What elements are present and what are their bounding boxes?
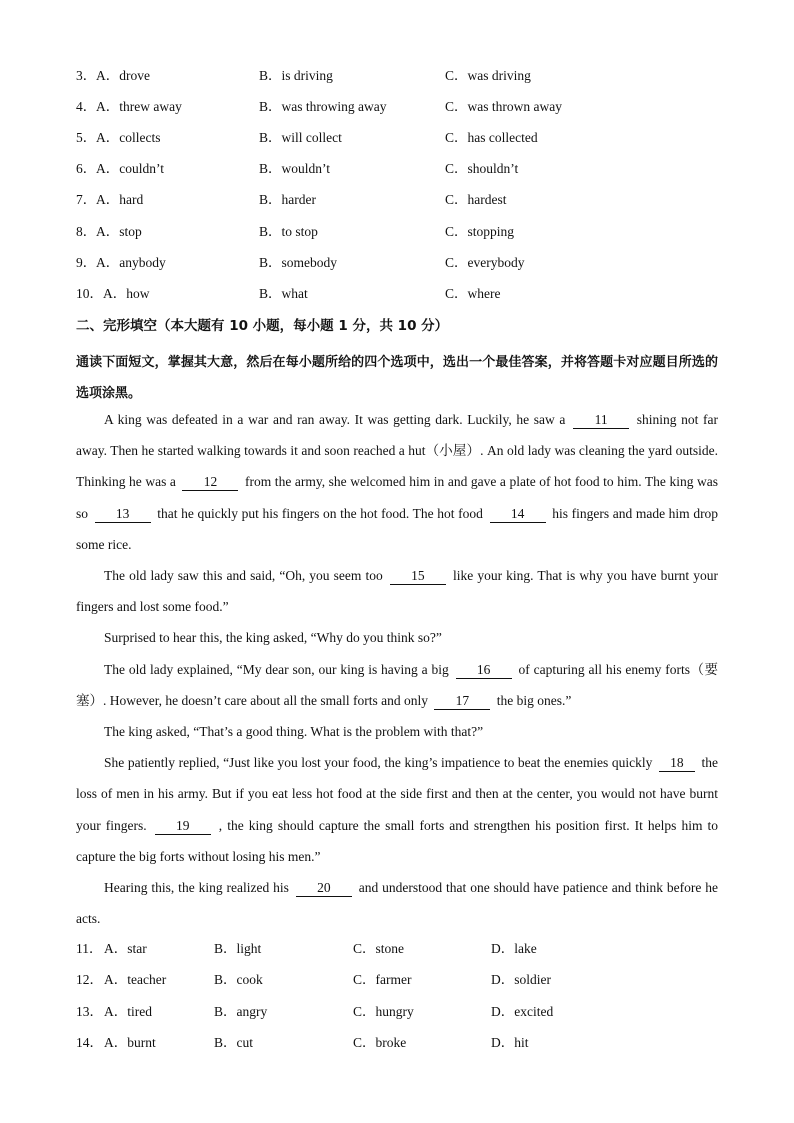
option-c: C．everybody [445,255,525,270]
option-a: A．drove [96,68,150,83]
option-c: C．hardest [445,192,507,207]
passage-text: from the army, she welcomed him in and gave a plate of hot food to him. The king was so [76,474,719,521]
option-a: A．how [103,286,150,301]
passage-paragraph [76,560,718,622]
option-c: C．was thrown away [445,99,562,114]
option-d: D．hit [491,1035,529,1050]
blank-17: 17 [434,693,490,710]
passage-text: his fingers and made him drop some rice. [76,505,719,552]
option-b: B．cook [214,972,263,987]
option-d: D．excited [491,1004,554,1019]
option-c: C．has collected [445,130,538,145]
blank-19: 19 [155,818,211,835]
section-title: 二、完形填空（本大题有 10 小题，每小题 1 分，共 10 分） [76,318,449,334]
option-b: B．somebody [259,255,338,270]
passage-paragraph: Surprised to hear this, the king asked, “Why do you think so?” [104,630,442,646]
question-number: 12． [76,972,103,987]
passage-text: She patiently replied, “Just like you lost your food, the king’s impatience to beat the enemies quickly [104,755,653,771]
option-a: A．anybody [96,255,166,270]
option-c: C．hungry [353,1004,414,1019]
question-number: 11． [76,941,103,956]
blank-11: 11 [573,412,629,429]
option-c: C．where [445,286,501,301]
question-number: 8． [76,224,97,239]
passage-text: The old lady explained, “My dear son, our king is having a big [104,661,449,677]
blank-15: 15 [390,568,446,585]
option-d: D．lake [491,941,537,956]
option-b: B．will collect [259,130,342,145]
option-b: B．light [214,941,262,956]
option-a: A．couldn’t [96,161,164,176]
option-c: C．stone [353,941,405,956]
section-instructions: 通读下面短文，掌握其大意，然后在每小题所给的四个选项中，选出一个最佳答案，并将答题卡对应题目所选的选项涂黑。 [76,355,718,401]
option-a: A．collects [96,130,161,145]
question-number: 10． [76,286,103,301]
blank-16: 16 [456,662,512,679]
option-a: A．star [104,941,147,956]
option-b: B．to stop [259,224,318,239]
option-a: A．stop [96,224,142,239]
question-number: 5． [76,130,97,145]
question-number: 13． [76,1004,103,1019]
cloze-passage [76,404,718,934]
passage-text: that he quickly put his fingers on the hot food. The hot food [157,505,483,521]
question-number: 14． [76,1035,103,1050]
question-number: 3． [76,68,97,83]
passage-text: Hearing this, the king realized his [104,880,289,896]
blank-18: 18 [659,755,695,772]
option-c: C．stopping [445,224,515,239]
option-b: B．what [259,286,308,301]
option-a: A．burnt [104,1035,156,1050]
blank-14: 14 [490,506,546,523]
question-number: 9． [76,255,97,270]
option-b: B．angry [214,1004,268,1019]
passage-text: The old lady saw this and said, “Oh, you seem too [104,568,383,584]
option-a: A．threw away [96,99,182,114]
option-b: B．wouldn’t [259,161,331,176]
option-d: D．soldier [491,972,551,987]
option-b: B．was throwing away [259,99,387,114]
option-b: B．cut [214,1035,253,1050]
passage-text: the big ones.” [496,692,572,708]
question-number: 4． [76,99,97,114]
passage-text: and understood that one should have patience and think before he acts. [76,880,719,927]
passage-paragraph [76,404,718,560]
option-c: C．broke [353,1035,407,1050]
passage-paragraph: The king asked, “That’s a good thing. What is the problem with that?” [104,724,484,740]
option-b: B．is driving [259,68,333,83]
passage-text: the loss of men in his army. But if you eat less hot food at the side first and then at the center, you would not have burnt your fingers. [76,755,718,833]
option-a: A．tired [104,1004,152,1019]
blank-12: 12 [182,474,238,491]
question-number: 6． [76,161,97,176]
passage-paragraph [76,654,718,716]
option-c: C．shouldn’t [445,161,519,176]
option-c: C．farmer [353,972,412,987]
option-c: C．was driving [445,68,531,83]
option-a: A．hard [96,192,144,207]
question-number: 7． [76,192,97,207]
option-b: B．harder [259,192,316,207]
passage-text: like your king. That is why you have burnt your fingers and lost some food.” [76,568,719,615]
passage-paragraph [76,872,718,934]
option-a: A．teacher [104,972,167,987]
blank-20: 20 [296,880,352,897]
passage-text: , the king should capture the small forts and strengthen his position first. It helps him to capture the big forts without losing his men.” [76,817,719,864]
passage-text: shining not far away. Then he started walking towards it and soon reached a hut（小屋）. An old lady was cleaning the yard outside. Thinking he was a [76,412,719,490]
passage-paragraph [76,747,718,872]
passage-text: of capturing all his enemy forts（要塞）. However, he doesn’t care about all the small forts and only [76,661,719,708]
blank-13: 13 [95,506,151,523]
passage-text: A king was defeated in a war and ran away. It was getting dark. Luckily, he saw a [104,412,566,427]
